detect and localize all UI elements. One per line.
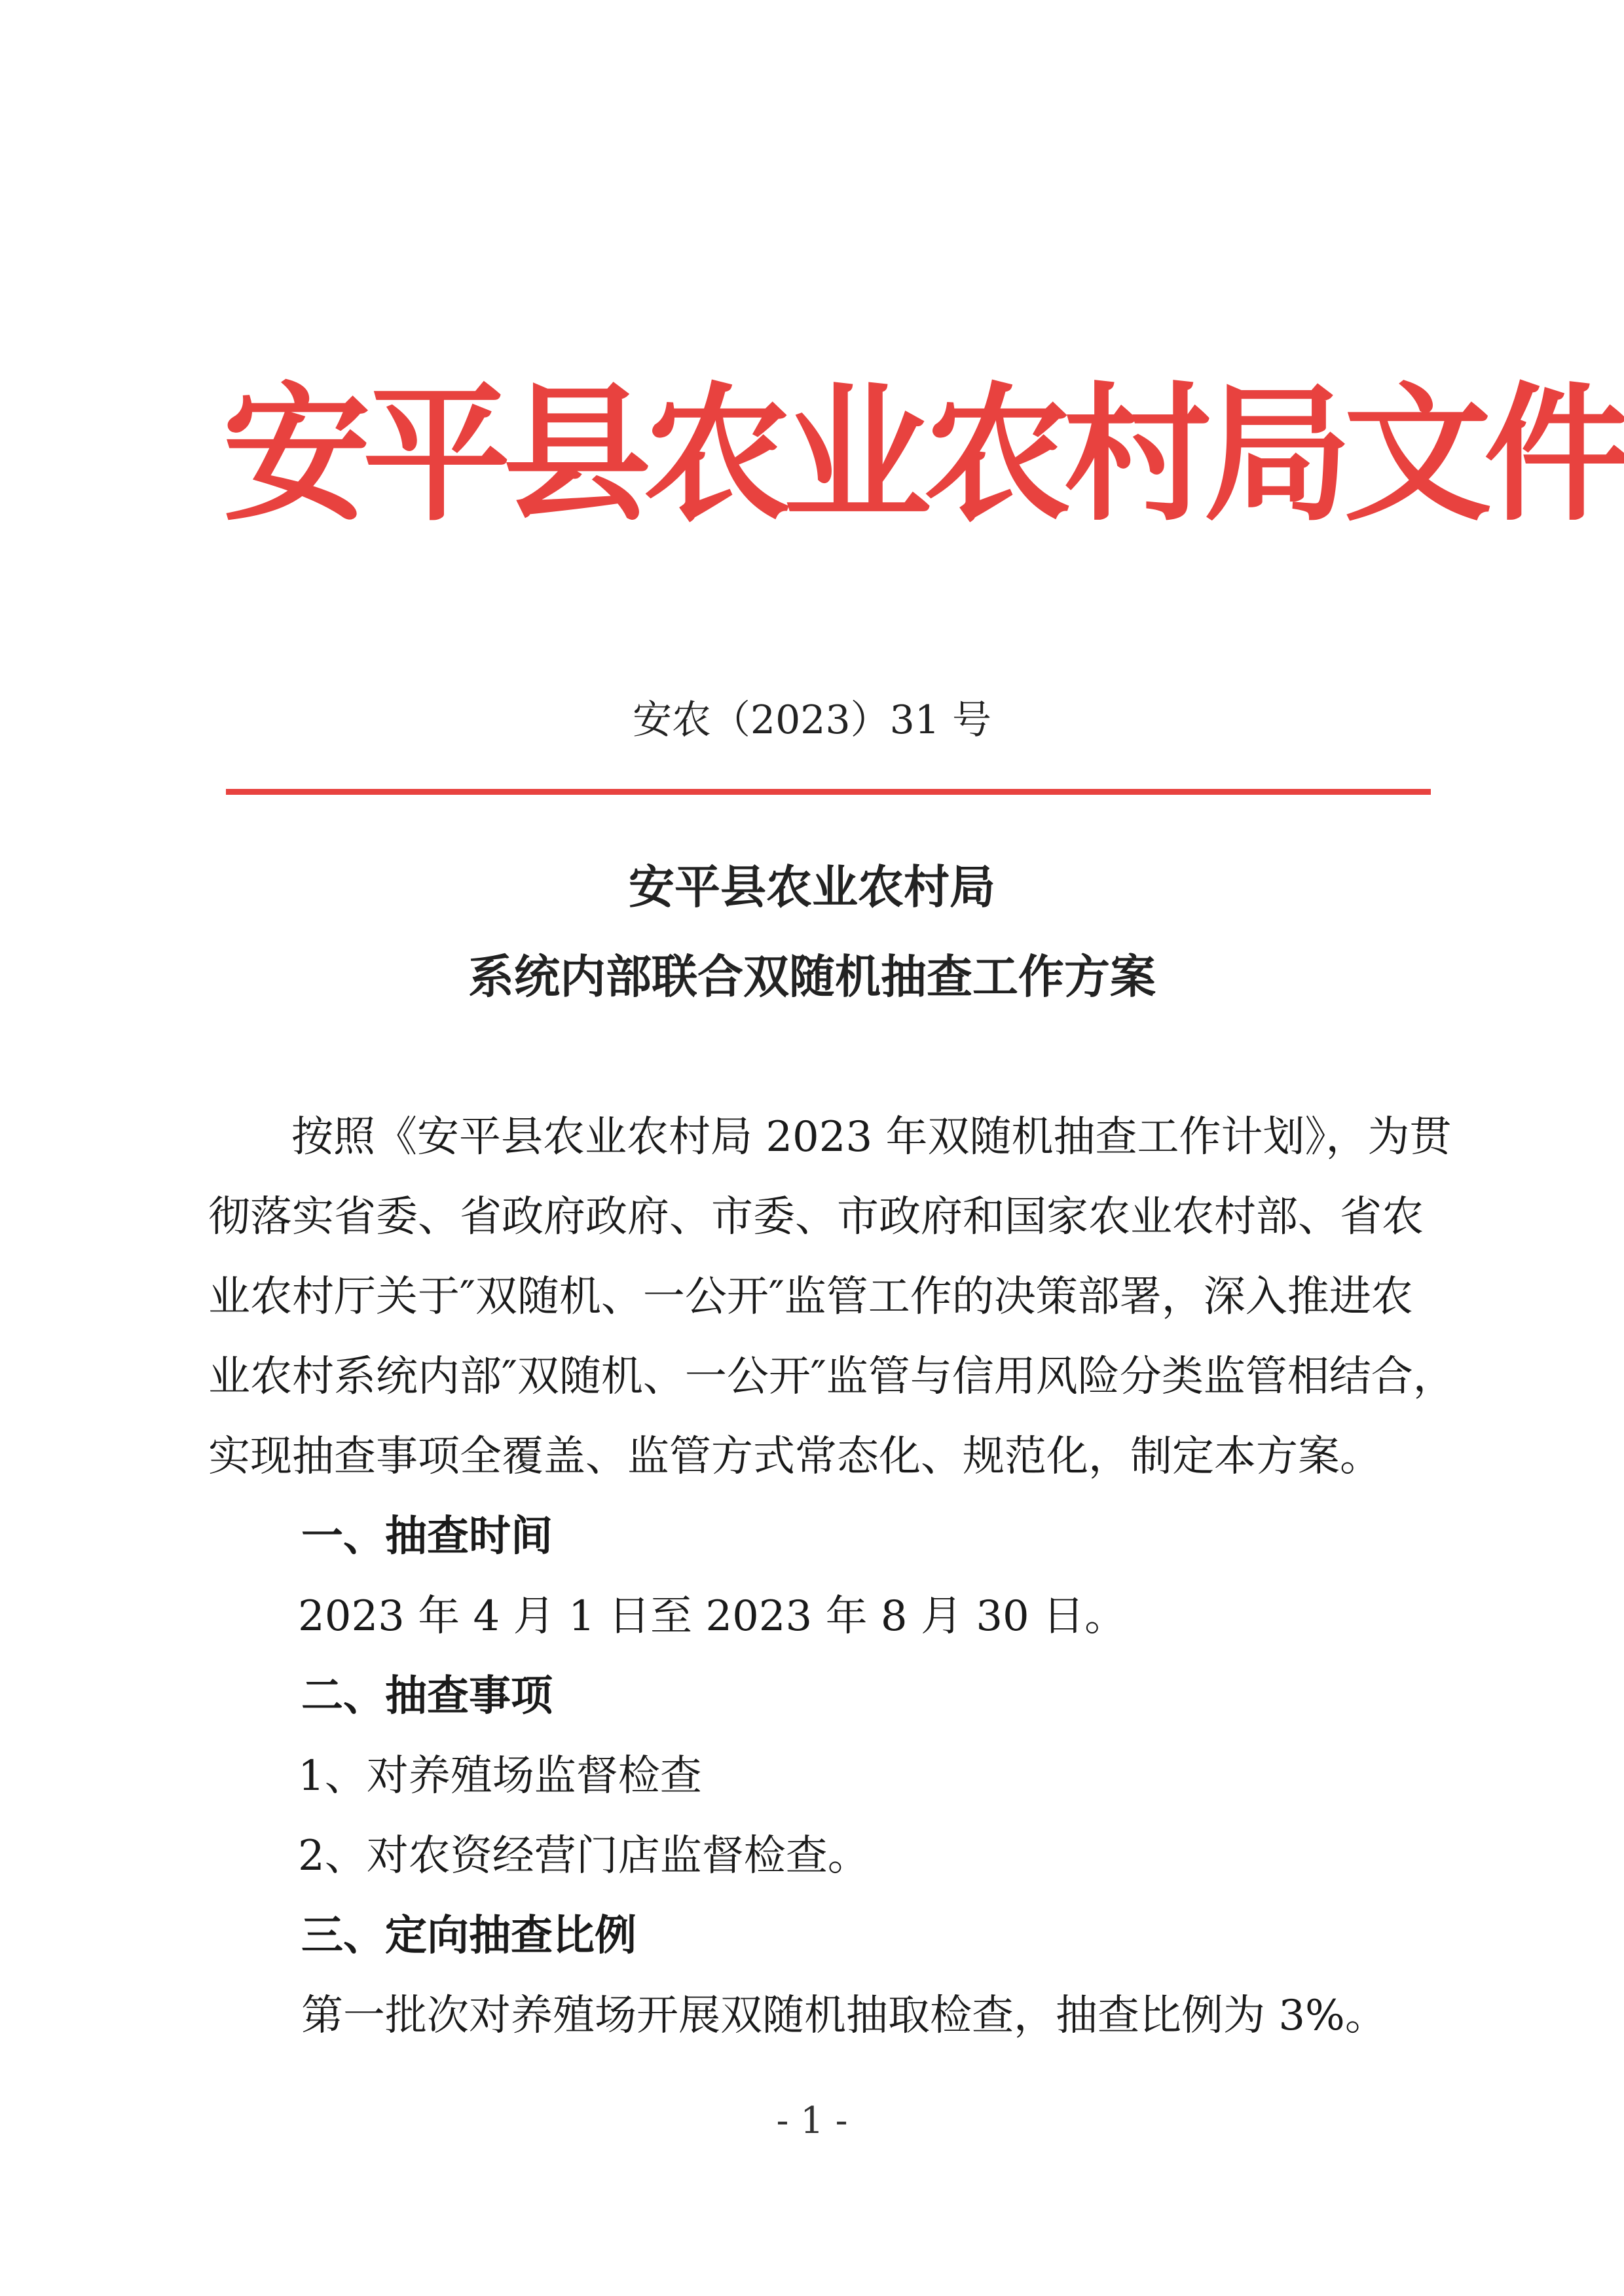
intro-paragraph-line: 彻落实省委、省政府政府、市委、市政府和国家农业农村部、省农: [208, 1193, 1424, 1241]
document-header-title: 安平县农业农村局文件: [223, 368, 1624, 541]
intro-paragraph-line: 业农村厅关于″双随机、一公开″监管工作的决策部署，深入推进农: [208, 1273, 1413, 1321]
intro-paragraph-line: 按照《安平县农业农村局 2023 年双随机抽查工作计划》，为贯: [291, 1113, 1452, 1161]
section-heading-ratio: 三、定向抽查比例: [301, 1911, 637, 1960]
section-heading-time: 一、抽查时间: [301, 1512, 553, 1561]
page-number: - 1 -: [776, 2100, 848, 2142]
subject-title-line-2: 系统内部联合双随机抽查工作方案: [468, 949, 1156, 1004]
intro-paragraph-line: 业农村系统内部″双随机、一公开″监管与信用风险分类监管相结合，: [208, 1353, 1455, 1401]
intro-paragraph-line: 实现抽查事项全覆盖、监管方式常态化、规范化，制定本方案。: [208, 1432, 1382, 1481]
inspection-item: 2、对农资经营门店监督检查。: [298, 1832, 870, 1880]
section-ratio-body: 第一批次对养殖场开展双随机抽取检查，抽查比例为 3%。: [301, 1992, 1387, 2040]
section-heading-items: 二、抽查事项: [301, 1671, 553, 1721]
red-divider-line: [226, 789, 1431, 795]
inspection-item: 1、对养殖场监督检查: [298, 1752, 702, 1800]
document-number: 安农（2023）31 号: [632, 697, 992, 743]
section-time-body: 2023 年 4 月 1 日至 2023 年 8 月 30 日。: [298, 1592, 1127, 1641]
subject-title-line-1: 安平县农业农村局: [629, 860, 995, 914]
